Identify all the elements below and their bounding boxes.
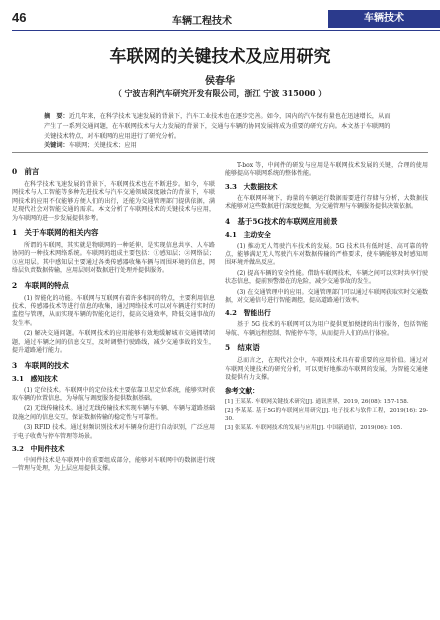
body-paragraph: (2) 提高车辆的安全性能。借助车联网技术，车辆之间可以实时共享行驶状态信息，提前预警潜在的危险，减少交通事故的发生。 (225, 269, 428, 286)
abstract (44, 112, 396, 142)
page-header (0, 0, 440, 34)
body-paragraph: 中间件技术是车联网中的重要组成部分，能够对车联网中的数据进行统一管理与处理，为上层应用提供支撑。 (12, 456, 215, 473)
page-number: 46 (12, 10, 27, 25)
subsection-heading: 4.1 主动安全 (225, 230, 271, 239)
body-paragraph: (3) 在交通管理中的应用。交通管理部门可以通过车联网获取实时交通数据，对交通信号进行智能调控，提高道路通行效率。 (225, 288, 428, 305)
subsection-heading: 3.2 中间件技术 (12, 444, 65, 453)
body-paragraph: (2) 解决交通问题。车联网技术的应用能够有效地缓解城市交通拥堵问题，通过车辆之间的信息交互，及时调整行驶路线，减少交通事故的发生，提升道路通行能力。 (12, 330, 215, 355)
reference-item: [1] 王某某. 车联网关键技术研究[J]. 通讯世界，2019, 26(08): 157-158. (225, 398, 409, 405)
body-paragraph: (1) 智能化的功能。车联网与互联网有着许多相同的特点，主要利用信息技术、传感器技术等进行信息的收集，通过网络技术可以对车辆进行实时的监控与管理，从而实现车辆的智能化运行，提高交通效率，降低交通事故的发生率。 (12, 294, 215, 327)
header-rule (12, 30, 440, 31)
body-paragraph: (1) 定位技术。车联网中的定位技术主要依靠卫星定位系统，能够实时获取车辆的位置信息，为导航与调度服务提供数据基础。 (12, 386, 215, 402)
abstract-text: 近几年来，在科学技术飞速发展的背景下，汽车工业技术也在逐步完善。如今，国内的汽车保有量也在迅速增长，从而产生了一系列交通问题，在车联网技术与大力发展的背景下，交通与车辆的协同发展将成为重要的研究方向。本文基于车联网的关键技术特点，对车联网的应用进行了研究分析。 (44, 113, 391, 140)
keywords-label: 关键词： (44, 142, 69, 149)
keywords-text: 车联网；关键技术；应用 (68, 142, 137, 149)
body-paragraph: 总而言之，在现代社会中，车联网技术具有着重要的应用价值。通过对车联网关键技术的研究分析，可以更好地推动车联网的发展，为智能交通建设提供有力支撑。 (225, 357, 428, 382)
body-paragraph: (3) RFID 技术。通过射频识别技术对车辆身份进行自动识别，广泛应用于电子收费与停车管理等场景。 (12, 424, 215, 440)
section-heading: 4 基于5G技术的车联网应用前景 (225, 216, 338, 226)
body-paragraph: 在车联网环境下，海量的车辆运行数据需要进行存储与分析，大数据技术能够对这些数据进行深度挖掘，为交通管理与车辆服务提供决策依据。 (225, 194, 428, 211)
section-heading: 0 前言 (12, 167, 40, 176)
body-paragraph: T-box 等，中间件的研发与应用是车联网技术发展的关键，合理的使用能够提高车联网系统的整体性能。 (225, 162, 428, 178)
reference-item: [2] 李某某. 基于5G的车联网应用研究[J]. 电子技术与软件工程，2019(16): 29-30. (225, 408, 428, 422)
article-title: 车联网的关键技术及应用研究 (109, 47, 331, 67)
body-paragraph: (1) 推动无人驾驶汽车技术的发展。5G 技术具有低时延、高可靠的特点，能够满足无人驾驶汽车对数据传输的严格要求，使车辆能够及时感知周围环境并做出反应。 (225, 242, 428, 267)
body-paragraph: 在科学技术飞速发展的背景下，车联网技术也在不断进步。如今，车联网技术与人工智能等多种先进技术与汽车交通领域深度融合的背景下，车联网技术的应用不仅能够方便人们的出行，还能为交通管理部门提供依据，满足现代社会对智能交通的需求。本文分析了车联网技术的关键技术与应用，为车联网的进一步发展提供参考。 (12, 181, 215, 222)
section-heading: 2 车联网的特点 (12, 280, 69, 290)
journal-name: 车辆工程技术 (172, 16, 232, 27)
reference-item: [3] 张某某. 车联网技术的发展与应用[J]. 中国新通信，2019(06): 105. (225, 425, 403, 432)
subsection-heading: 4.2 智能出行 (225, 309, 271, 318)
section-heading: 5 结束语 (225, 343, 260, 353)
abstract-separator (12, 152, 428, 153)
article-author: 侯春华 (205, 76, 235, 87)
section-tab: 车辆技术 (328, 10, 440, 28)
body-paragraph: (2) 无线传输技术。通过无线传输技术实现车辆与车辆、车辆与道路基础设施之间的信息交互，保证数据传输的稳定性与可靠性。 (12, 405, 215, 421)
abstract-label: 摘 要： (44, 113, 69, 120)
section-heading: 1 关于车联网的相关内容 (12, 228, 99, 238)
body-paragraph: 所谓的车联网，其实就是物联网的一种延伸，是实现信息共享、人车路协同的一种技术网络系统。车联网的组成主要包括：①感知层；②网络层；③应用层。其中感知层主要通过各类传感器收集车辆与周围环境的信息，网络层负责数据传输，应用层则对数据进行处理并提供服务。 (12, 242, 215, 275)
subsection-heading: 3.1 感知技术 (12, 374, 58, 383)
section-heading: 3 车联网的技术 (12, 360, 69, 370)
keywords (44, 140, 396, 149)
subsection-heading: 3.3 大数据技术 (225, 182, 278, 191)
article-affiliation: （ 宁波吉利汽车研究开发有限公司，浙江 宁波 315000 ） (113, 88, 327, 98)
left-column (12, 162, 215, 476)
subsection-heading: 参考文献： (225, 386, 259, 395)
right-column (225, 162, 428, 435)
body-paragraph: 基于 5G 技术的车联网可以为用户提供更加便捷的出行服务，包括智能导航、车辆远程控制、智能停车等，从而提升人们的出行体验。 (225, 321, 428, 337)
